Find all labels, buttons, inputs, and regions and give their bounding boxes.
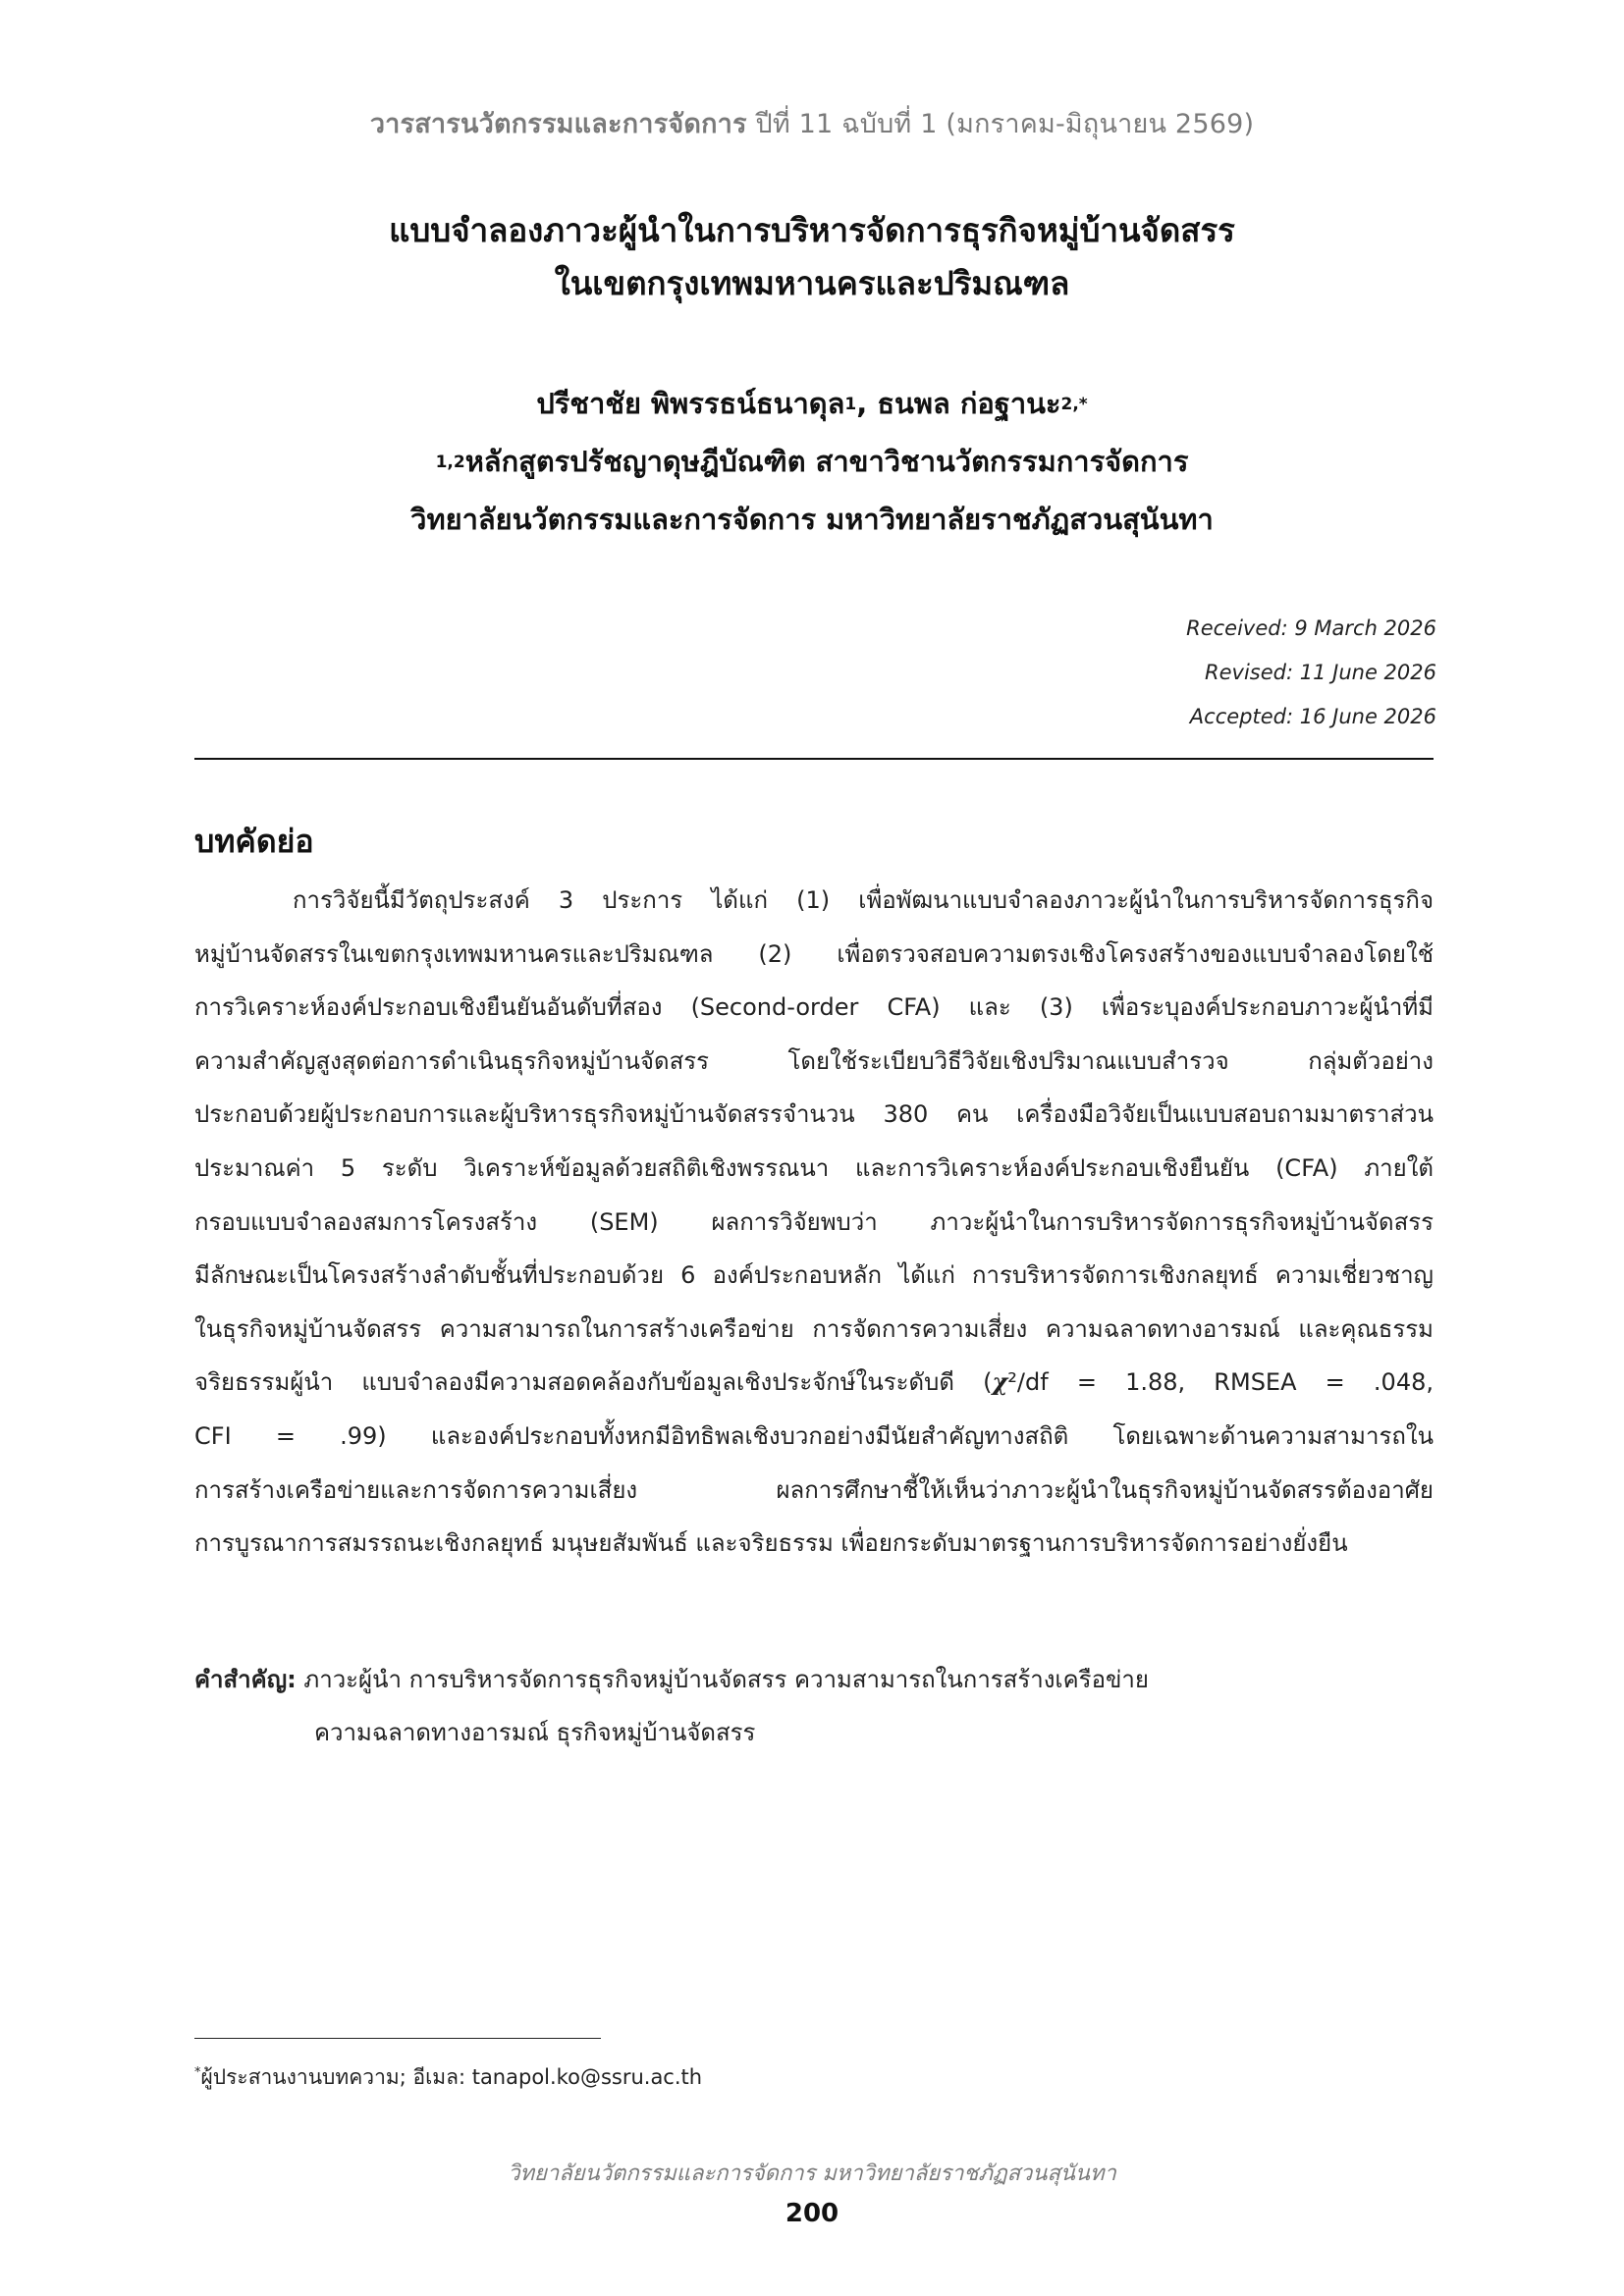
keywords-line-2: ความฉลาดทางอารมณ์ ธุรกิจหมู่บ้านจัดสรร xyxy=(314,1719,756,1746)
author-line xyxy=(0,377,1624,435)
abstract-heading: บทคัดย่อ xyxy=(194,823,314,860)
keywords-label: คำสำคัญ: xyxy=(194,1666,297,1693)
affiliation-line-1 xyxy=(0,435,1624,493)
author-block xyxy=(0,377,1624,546)
keywords-block xyxy=(194,1653,1434,1759)
running-header xyxy=(0,102,1624,144)
abstract-line: ประมาณค่า 5 ระดับ วิเคราะห์ข้อมูลด้วยสถิติเชิงพรรณนา และการวิเคราะห์องค์ประกอบเชิงยืนยัน (CFA) ภายใต้ xyxy=(194,1153,1434,1182)
author-2-sup: 2,* xyxy=(1060,395,1088,414)
abstract-line: การวิเคราะห์องค์ประกอบเชิงยืนยันอันดับที่สอง (Second-order CFA) และ (3) เพื่อระบุองค์ประกอบภาวะผู้นำที่มี xyxy=(194,993,1434,1022)
running-footer: วิทยาลัยนวัตกรรมและการจัดการ มหาวิทยาลัยราชภัฏสวนสุนันทา xyxy=(508,2162,1116,2186)
abstract-line: ในธุรกิจหมู่บ้านจัดสรร ความสามารถในการสร้างเครือข่าย การจัดการความเสี่ยง ความฉลาดทางอารมณ์ และคุณธรรม xyxy=(194,1314,1434,1343)
header-divider xyxy=(194,758,1434,760)
keywords-line-1: ภาวะผู้นำ การบริหารจัดการธุรกิจหมู่บ้านจัดสรร ความสามารถในการสร้างเครือข่าย xyxy=(296,1666,1149,1693)
abstract-line: การบูรณาการสมรรถนะเชิงกลยุทธ์ มนุษยสัมพันธ์ และจริยธรรม เพื่อยกระดับมาตรฐานการบริหารจัดการอย่างยั่งยืน xyxy=(194,1529,1348,1558)
abstract-line: การสร้างเครือข่ายและการจัดการความเสี่ยง ผลการศึกษาชี้ให้เห็นว่าภาวะผู้นำในธุรกิจหมู่บ้านจัดสรรต้องอาศัย xyxy=(194,1475,1434,1504)
affiliation-text-1: หลักสูตรปรัชญาดุษฎีบัณฑิต สาขาวิชานวัตกรรมการจัดการ xyxy=(464,445,1189,478)
abstract-line: ความสำคัญสูงสุดต่อการดำเนินธุรกิจหมู่บ้านจัดสรร โดยใช้ระเบียบวิธีวิจัยเชิงปริมาณแบบสำรวจ กลุ่มตัวอย่าง xyxy=(194,1046,1434,1075)
chi-square-symbol: χ xyxy=(992,1367,1008,1397)
author-separator: , xyxy=(856,387,878,420)
footnote-text: ผู้ประสานงานบทความ; อีเมล: tanapol.ko@ssru.ac.th xyxy=(200,2065,703,2089)
abstract-line: การวิจัยนี้มีวัตถุประสงค์ 3 ประการ ได้แก่ (1) เพื่อพัฒนาแบบจำลองภาวะผู้นำในการบริหารจัดการธุรกิจ xyxy=(293,886,1434,914)
affiliation-sup: 1,2 xyxy=(435,453,465,472)
abstract-line: หมู่บ้านจัดสรรในเขตกรุงเทพมหานครและปริมณฑล (2) เพื่อตรวจสอบความตรงเชิงโครงสร้างของแบบจำลองโดยใช้ xyxy=(194,939,1434,968)
fit-text-pre: จริยธรรมผู้นำ แบบจำลองมีความสอดคล้องกับข้อมูลเชิงประจักษ์ในระดับดี ( xyxy=(194,1368,993,1397)
abstract-line: CFI = .99) และองค์ประกอบทั้งหกมีอิทธิพลเชิงบวกอย่างมีนัยสำคัญทางสถิติ โดยเฉพาะด้านความสามารถใน xyxy=(194,1421,1434,1450)
accepted-date: Accepted: 16 June 2026 xyxy=(1189,705,1436,728)
fit-text-post: ²/df = 1.88, RMSEA = .048, xyxy=(1007,1368,1434,1397)
footnote-divider xyxy=(194,2038,601,2039)
corresponding-author-footnote xyxy=(194,2061,702,2094)
paper-title xyxy=(0,204,1624,310)
submission-dates xyxy=(1186,607,1436,739)
issue-info: ปีที่ 11 ฉบับที่ 1 (มกราคม-มิถุนายน 2569) xyxy=(746,109,1255,139)
page-number: 200 xyxy=(785,2199,839,2228)
title-line-2: ในเขตกรุงเทพมหานครและปริมณฑล xyxy=(554,264,1070,302)
revised-date: Revised: 11 June 2026 xyxy=(1205,661,1436,684)
author-2-name: ธนพล ก่อฐานะ xyxy=(877,387,1061,420)
abstract-line: ประกอบด้วยผู้ประกอบการและผู้บริหารธุรกิจหมู่บ้านจัดสรรจำนวน 380 คน เครื่องมือวิจัยเป็นแบบสอบถามมาตราส่วน xyxy=(194,1100,1434,1129)
author-1-sup: 1 xyxy=(844,395,857,414)
abstract-line-fit-indices xyxy=(194,1356,1434,1410)
affiliation-line-2: วิทยาลัยนวัตกรรมและการจัดการ มหาวิทยาลัยราชภัฏสวนสุนันทา xyxy=(410,503,1214,536)
footnote-marker: * xyxy=(194,2065,201,2080)
abstract-line: กรอบแบบจำลองสมการโครงสร้าง (SEM) ผลการวิจัยพบว่า ภาวะผู้นำในการบริหารจัดการธุรกิจหมู่บ้านจัดสรร xyxy=(194,1207,1434,1236)
author-1-name: ปรีชาชัย พิพรรธน์ธนาดุล xyxy=(536,387,845,420)
received-date: Received: 9 March 2026 xyxy=(1186,616,1436,640)
journal-name: วารสารนวัตกรรมและการจัดการ xyxy=(369,109,747,139)
abstract-line: มีลักษณะเป็นโครงสร้างลำดับชั้นที่ประกอบด้วย 6 องค์ประกอบหลัก ได้แก่ การบริหารจัดการเชิงกลยุทธ์ ความเชี่ยวชาญ xyxy=(194,1261,1434,1290)
abstract-body xyxy=(194,874,1434,1571)
title-line-1: แบบจำลองภาวะผู้นำในการบริหารจัดการธุรกิจหมู่บ้านจัดสรร xyxy=(389,211,1235,249)
